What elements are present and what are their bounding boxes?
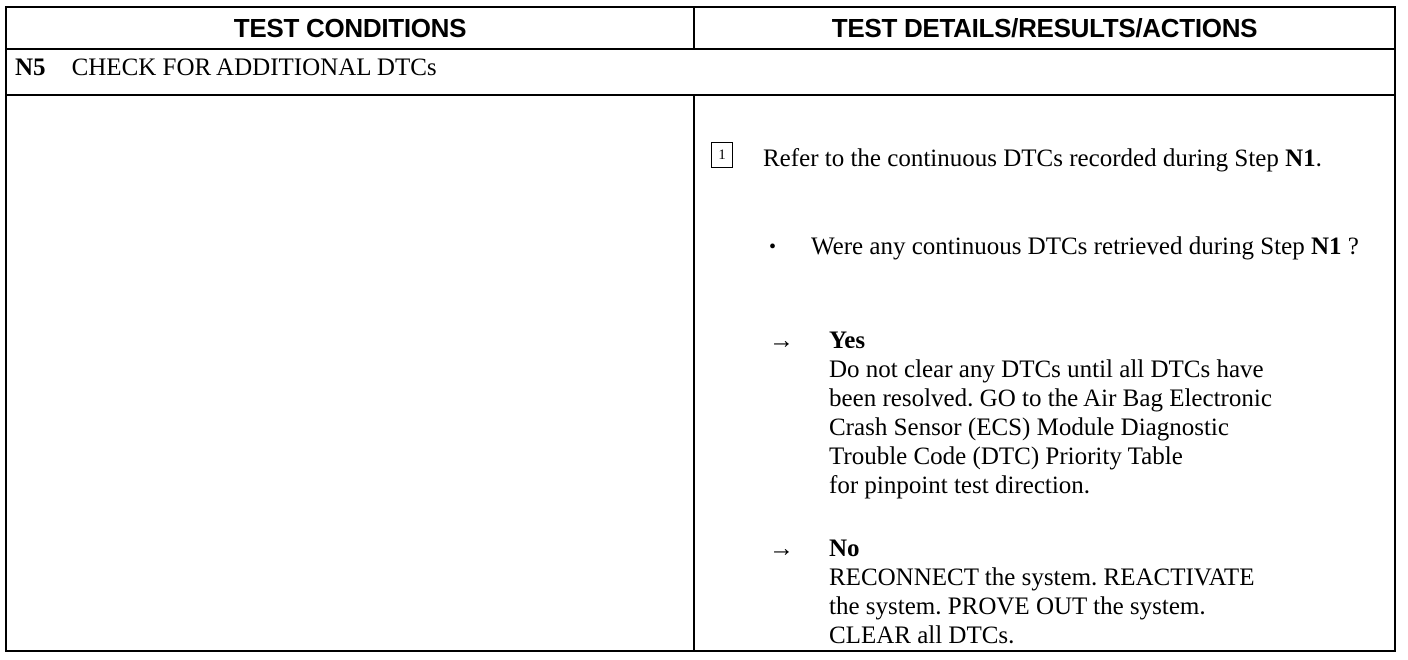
question-end: ? [1341, 233, 1359, 260]
answer-no [769, 534, 1369, 650]
header-bottom-rule [7, 48, 1394, 50]
arrow-right-icon: → [769, 535, 794, 562]
answer-yes [769, 326, 1369, 500]
answer-no-label: No [829, 535, 860, 562]
step-id: N5 [15, 54, 46, 81]
answer-no-text: RECONNECT the system. REACTIVATE the system. PROVE OUT the system. CLEAR all DTCs. [829, 564, 1255, 649]
question-text [811, 232, 1371, 262]
bullet-icon: • [769, 236, 777, 258]
header-left-title: TEST CONDITIONS [233, 12, 467, 43]
arrow-right-icon: → [769, 327, 794, 354]
instruction-end: . [1315, 145, 1322, 172]
question-row [769, 232, 1371, 262]
question-ref: N1 [1310, 233, 1342, 260]
instruction-text [763, 144, 1393, 174]
step-title-row [15, 54, 437, 82]
test-table [5, 6, 1396, 652]
answer-yes-label: Yes [829, 327, 866, 354]
answer-yes-text: Do not clear any DTCs until all DTCs have been resolved. GO to the Air Bag Electronic Crash Sensor (ECS) Module Diagnostic Trouble Code (DTC) Priority Table for pinpoint test direction. [829, 356, 1272, 499]
test-conditions-cell [7, 96, 693, 650]
test-details-cell [695, 96, 1394, 650]
step-number: 1 [718, 146, 726, 163]
header-test-conditions [7, 8, 693, 48]
header-test-details [695, 8, 1394, 48]
instruction-ref: N1 [1285, 145, 1316, 172]
step-title: CHECK FOR ADDITIONAL DTCs [71, 54, 437, 81]
header-divider [693, 8, 695, 48]
step-number-box [711, 142, 733, 168]
header-right-title: TEST DETAILS/RESULTS/ACTIONS [831, 12, 1258, 43]
question-main: Were any continuous DTCs retrieved during Step [811, 233, 1311, 260]
instruction-main: Refer to the continuous DTCs recorded during Step [763, 145, 1286, 172]
